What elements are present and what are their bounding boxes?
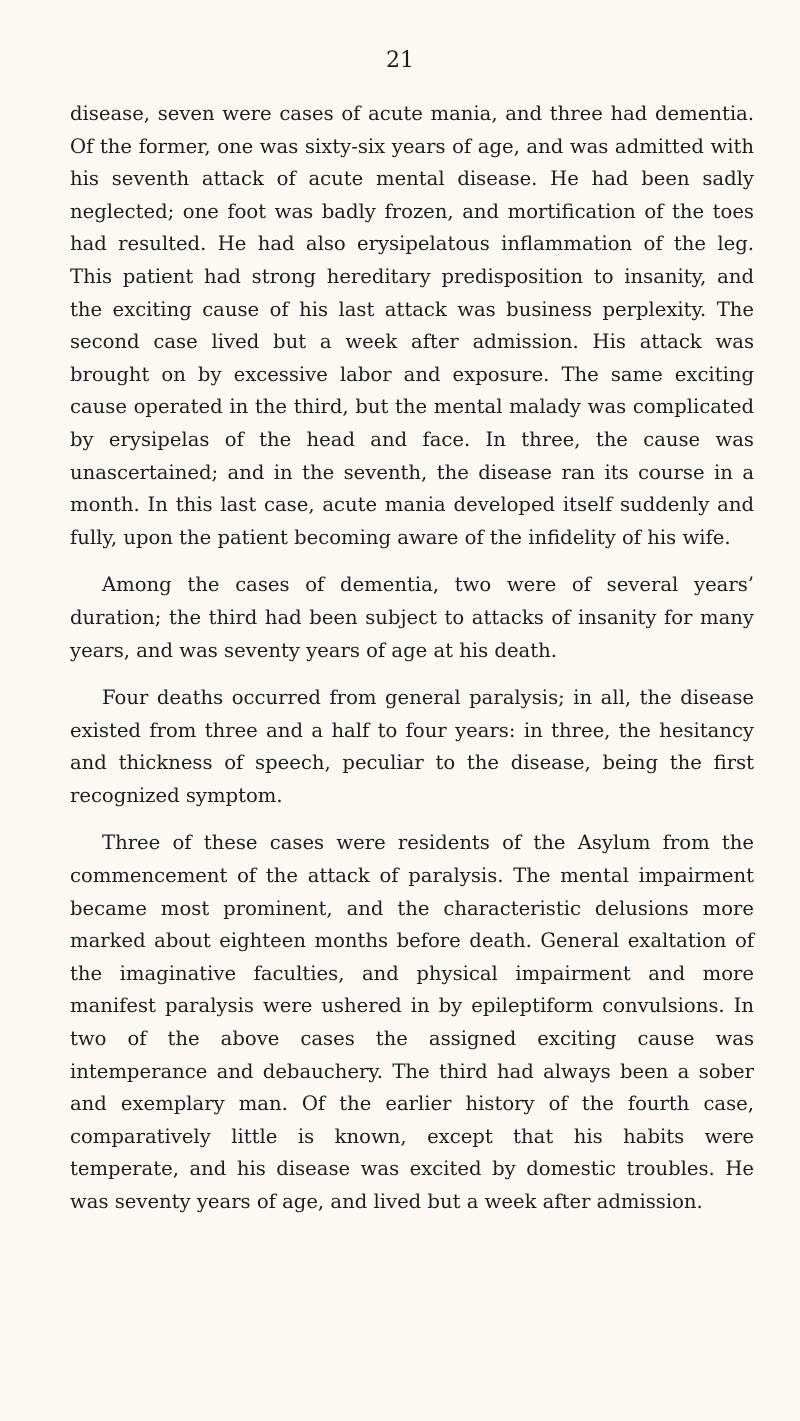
page-number: 21 (386, 48, 414, 73)
paragraph-dementia: Among the cases of dementia, two were of several years’ duration; the third had been subject to attacks of insanity for many years, and was seventy years of age at his death. (70, 573, 754, 662)
paragraph-continuation: disease, seven were cases of acute mania, and three had dementia. Of the former, one was sixty-six years of age, and was admitted with his seventh attack of acute mental disease. He had been sadly neglected; one foot was badly frozen, and mortification of the toes had resulted. He had also erysipelatous inflammation of the leg. This patient had strong hereditary predisposition to insanity, and the exciting cause of his last attack was business perplexity. The second case lived but a week after admission. His attack was brought on by excessive labor and exposure. The same exciting cause operated in the third, but the mental malady was complicated by erysipelas of the head and face. In three, the cause was unascertained; and in the seventh, the disease ran its course in a month. In this last case, acute mania developed itself suddenly and fully, upon the patient becoming aware of the infidelity of his wife. (70, 102, 754, 549)
body-text (70, 98, 754, 1219)
paragraph-general-paralysis: Four deaths occurred from general paralysis; in all, the disease existed from three and a half to four years: in three, the hesitancy and thickness of speech, peculiar to the disease, being the first recognized symptom. (70, 686, 754, 807)
paragraph-asylum-residents: Three of these cases were residents of the Asylum from the commencement of the attack of paralysis. The mental impairment became most prominent, and the characteristic delusions more marked about eighteen months before death. General exaltation of the imaginative faculties, and physical impairment and more manifest paralysis were ushered in by epileptiform convulsions. In two of the above cases the assigned exciting cause was intemperance and debauchery. The third had always been a sober and exemplary man. Of the earlier history of the fourth case, comparatively little is known, except that his habits were temperate, and his disease was excited by domestic troubles. He was seventy years of age, and lived but a week after admission. (70, 831, 754, 1213)
